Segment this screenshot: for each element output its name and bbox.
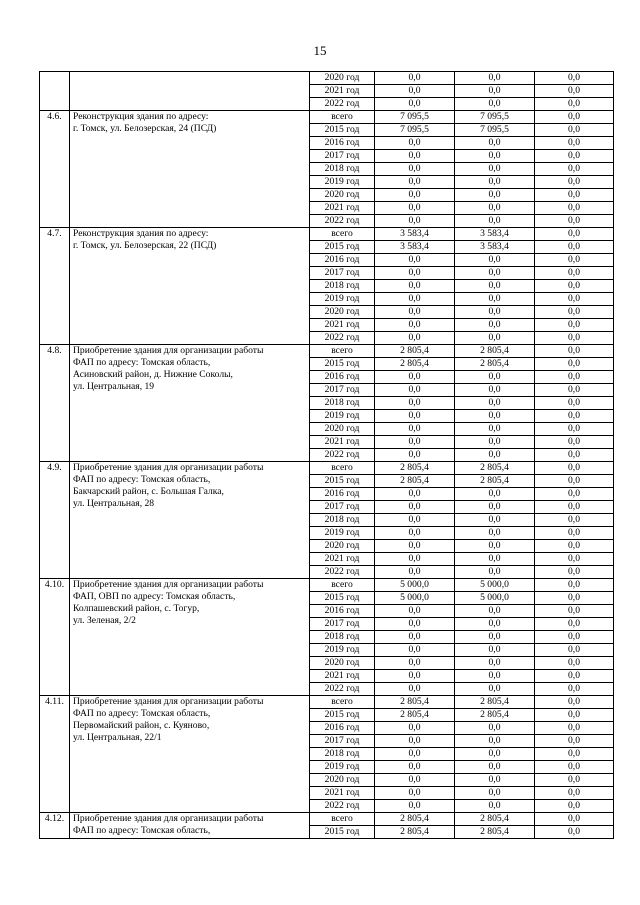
total-value-cell: 3 583,4	[375, 241, 455, 254]
other-value-cell: 0,0	[535, 293, 614, 306]
total-value-cell: 5 000,0	[375, 592, 455, 605]
budget-value-cell: 2 805,4	[455, 813, 535, 826]
total-value-cell: 5 000,0	[375, 579, 455, 592]
year-cell: 2021 год	[310, 202, 375, 215]
other-value-cell: 0,0	[535, 267, 614, 280]
total-value-cell: 0,0	[375, 501, 455, 514]
page-number: 15	[313, 43, 327, 58]
table-row	[40, 345, 614, 358]
other-value-cell: 0,0	[535, 215, 614, 228]
year-cell: 2015 год	[310, 124, 375, 137]
description-line: Бакчарский район, с. Большая Галка,	[73, 486, 224, 497]
other-value-cell: 0,0	[535, 670, 614, 683]
budget-value-cell: 0,0	[455, 410, 535, 423]
item-description-cell	[70, 228, 310, 345]
total-value-cell: 0,0	[375, 605, 455, 618]
year-cell: 2017 год	[310, 618, 375, 631]
description-line: ул. Центральная, 22/1	[73, 732, 162, 743]
other-value-cell: 0,0	[535, 228, 614, 241]
year-cell: 2021 год	[310, 787, 375, 800]
year-cell: 2018 год	[310, 514, 375, 527]
budget-value-cell: 0,0	[455, 722, 535, 735]
item-description-cell	[70, 696, 310, 813]
other-value-cell: 0,0	[535, 280, 614, 293]
budget-value-cell: 2 805,4	[455, 826, 535, 839]
year-cell: 2017 год	[310, 150, 375, 163]
total-value-cell: 0,0	[375, 670, 455, 683]
total-value-cell: 0,0	[375, 527, 455, 540]
description-line: ФАП по адресу: Томская область,	[73, 825, 211, 836]
year-cell: 2022 год	[310, 566, 375, 579]
other-value-cell: 0,0	[535, 618, 614, 631]
other-value-cell: 0,0	[535, 436, 614, 449]
year-cell: 2020 год	[310, 189, 375, 202]
item-number-cell: 4.10.	[40, 579, 70, 696]
other-value-cell: 0,0	[535, 345, 614, 358]
budget-value-cell: 0,0	[455, 397, 535, 410]
other-value-cell: 0,0	[535, 722, 614, 735]
year-cell: 2016 год	[310, 371, 375, 384]
total-value-cell: 0,0	[375, 436, 455, 449]
other-value-cell: 0,0	[535, 813, 614, 826]
budget-value-cell: 0,0	[455, 319, 535, 332]
item-description-cell	[70, 111, 310, 228]
year-cell: 2019 год	[310, 644, 375, 657]
year-cell: 2017 год	[310, 735, 375, 748]
other-value-cell: 0,0	[535, 423, 614, 436]
budget-value-cell: 0,0	[455, 280, 535, 293]
other-value-cell: 0,0	[535, 566, 614, 579]
total-value-cell: 0,0	[375, 748, 455, 761]
year-cell: 2022 год	[310, 683, 375, 696]
total-value-cell: 0,0	[375, 761, 455, 774]
other-value-cell: 0,0	[535, 254, 614, 267]
other-value-cell: 0,0	[535, 449, 614, 462]
budget-value-cell: 0,0	[455, 553, 535, 566]
year-cell: 2022 год	[310, 800, 375, 813]
total-value-cell: 0,0	[375, 423, 455, 436]
total-value-cell: 2 805,4	[375, 696, 455, 709]
year-cell: всего	[310, 111, 375, 124]
total-value-cell: 0,0	[375, 98, 455, 111]
year-cell: 2015 год	[310, 475, 375, 488]
total-value-cell: 0,0	[375, 644, 455, 657]
budget-value-cell: 0,0	[455, 85, 535, 98]
table-row	[40, 72, 614, 85]
other-value-cell: 0,0	[535, 644, 614, 657]
other-value-cell: 0,0	[535, 163, 614, 176]
total-value-cell: 0,0	[375, 163, 455, 176]
other-value-cell: 0,0	[535, 137, 614, 150]
description-line: ФАП по адресу: Томская область,	[73, 474, 211, 485]
total-value-cell: 0,0	[375, 553, 455, 566]
table-row	[40, 579, 614, 592]
other-value-cell: 0,0	[535, 514, 614, 527]
table-row	[40, 111, 614, 124]
budget-value-cell: 0,0	[455, 449, 535, 462]
total-value-cell: 0,0	[375, 722, 455, 735]
budget-value-cell: 3 583,4	[455, 241, 535, 254]
budget-value-cell: 0,0	[455, 254, 535, 267]
total-value-cell: 0,0	[375, 657, 455, 670]
total-value-cell: 0,0	[375, 254, 455, 267]
year-cell: 2020 год	[310, 774, 375, 787]
year-cell: всего	[310, 579, 375, 592]
budget-value-cell: 0,0	[455, 748, 535, 761]
year-cell: 2022 год	[310, 215, 375, 228]
budget-value-cell: 0,0	[455, 683, 535, 696]
total-value-cell: 0,0	[375, 332, 455, 345]
budget-value-cell: 0,0	[455, 267, 535, 280]
other-value-cell: 0,0	[535, 683, 614, 696]
budget-value-cell: 0,0	[455, 371, 535, 384]
budget-value-cell: 0,0	[455, 488, 535, 501]
item-description-cell	[70, 345, 310, 462]
total-value-cell: 0,0	[375, 319, 455, 332]
total-value-cell: 0,0	[375, 215, 455, 228]
budget-value-cell: 3 583,4	[455, 228, 535, 241]
other-value-cell: 0,0	[535, 72, 614, 85]
other-value-cell: 0,0	[535, 397, 614, 410]
budget-value-cell: 0,0	[455, 670, 535, 683]
other-value-cell: 0,0	[535, 709, 614, 722]
other-value-cell: 0,0	[535, 540, 614, 553]
other-value-cell: 0,0	[535, 241, 614, 254]
year-cell: 2019 год	[310, 761, 375, 774]
year-cell: 2015 год	[310, 709, 375, 722]
year-cell: 2015 год	[310, 241, 375, 254]
item-number-cell: 4.12.	[40, 813, 70, 839]
description-line: ФАП, ОВП по адресу: Томская область,	[73, 591, 236, 602]
description-line: Реконструкция здания по адресу:	[73, 111, 209, 122]
other-value-cell: 0,0	[535, 475, 614, 488]
other-value-cell: 0,0	[535, 85, 614, 98]
other-value-cell: 0,0	[535, 98, 614, 111]
total-value-cell: 0,0	[375, 683, 455, 696]
total-value-cell: 0,0	[375, 176, 455, 189]
table-row	[40, 696, 614, 709]
description-line: ФАП по адресу: Томская область,	[73, 708, 211, 719]
year-cell: 2017 год	[310, 267, 375, 280]
total-value-cell: 0,0	[375, 618, 455, 631]
total-value-cell: 0,0	[375, 150, 455, 163]
total-value-cell: 2 805,4	[375, 475, 455, 488]
year-cell: 2019 год	[310, 410, 375, 423]
year-cell: 2020 год	[310, 540, 375, 553]
budget-value-cell: 2 805,4	[455, 462, 535, 475]
other-value-cell: 0,0	[535, 306, 614, 319]
budget-value-cell: 2 805,4	[455, 345, 535, 358]
description-line: ФАП по адресу: Томская область,	[73, 357, 211, 368]
year-cell: 2020 год	[310, 306, 375, 319]
total-value-cell: 0,0	[375, 306, 455, 319]
budget-value-cell: 0,0	[455, 306, 535, 319]
other-value-cell: 0,0	[535, 787, 614, 800]
total-value-cell: 0,0	[375, 371, 455, 384]
year-cell: 2018 год	[310, 748, 375, 761]
year-cell: 2015 год	[310, 358, 375, 371]
budget-value-cell: 0,0	[455, 332, 535, 345]
total-value-cell: 0,0	[375, 397, 455, 410]
other-value-cell: 0,0	[535, 150, 614, 163]
item-description-cell	[70, 579, 310, 696]
total-value-cell: 0,0	[375, 514, 455, 527]
total-value-cell: 0,0	[375, 488, 455, 501]
total-value-cell: 0,0	[375, 137, 455, 150]
budget-value-cell: 0,0	[455, 293, 535, 306]
year-cell: 2016 год	[310, 254, 375, 267]
budget-value-cell: 0,0	[455, 761, 535, 774]
budget-value-cell: 0,0	[455, 501, 535, 514]
year-cell: всего	[310, 813, 375, 826]
description-line: ул. Зеленая, 2/2	[73, 615, 136, 626]
total-value-cell: 2 805,4	[375, 813, 455, 826]
total-value-cell: 0,0	[375, 293, 455, 306]
item-number-cell: 4.6.	[40, 111, 70, 228]
description-line: Колпашевский район, с. Тогур,	[73, 603, 200, 614]
description-line: ул. Центральная, 19	[73, 381, 155, 392]
year-cell: 2019 год	[310, 527, 375, 540]
total-value-cell: 2 805,4	[375, 462, 455, 475]
other-value-cell: 0,0	[535, 189, 614, 202]
description-line: Асиновский район, д. Нижние Соколы,	[73, 369, 233, 380]
other-value-cell: 0,0	[535, 371, 614, 384]
other-value-cell: 0,0	[535, 657, 614, 670]
total-value-cell: 0,0	[375, 280, 455, 293]
item-description-cell	[70, 72, 310, 111]
budget-value-cell: 5 000,0	[455, 579, 535, 592]
other-value-cell: 0,0	[535, 748, 614, 761]
total-value-cell: 3 583,4	[375, 228, 455, 241]
other-value-cell: 0,0	[535, 826, 614, 839]
year-cell: 2016 год	[310, 488, 375, 501]
description-line: ул. Центральная, 28	[73, 498, 155, 509]
total-value-cell: 0,0	[375, 202, 455, 215]
item-description-cell	[70, 813, 310, 839]
year-cell: всего	[310, 228, 375, 241]
item-number-cell: 4.8.	[40, 345, 70, 462]
budget-value-cell: 0,0	[455, 514, 535, 527]
other-value-cell: 0,0	[535, 124, 614, 137]
budget-value-cell: 2 805,4	[455, 475, 535, 488]
total-value-cell: 0,0	[375, 189, 455, 202]
other-value-cell: 0,0	[535, 631, 614, 644]
other-value-cell: 0,0	[535, 527, 614, 540]
total-value-cell: 0,0	[375, 449, 455, 462]
budget-value-cell: 0,0	[455, 163, 535, 176]
budget-value-cell: 2 805,4	[455, 709, 535, 722]
year-cell: 2016 год	[310, 137, 375, 150]
total-value-cell: 2 805,4	[375, 358, 455, 371]
budget-value-cell: 0,0	[455, 540, 535, 553]
description-line: Первомайский район, с. Куяново,	[73, 720, 210, 731]
budget-value-cell: 7 095,5	[455, 124, 535, 137]
other-value-cell: 0,0	[535, 462, 614, 475]
other-value-cell: 0,0	[535, 553, 614, 566]
budget-value-cell: 0,0	[455, 202, 535, 215]
description-line: Реконструкция здания по адресу:	[73, 228, 209, 239]
other-value-cell: 0,0	[535, 111, 614, 124]
budget-value-cell: 0,0	[455, 527, 535, 540]
year-cell: 2018 год	[310, 163, 375, 176]
year-cell: 2016 год	[310, 605, 375, 618]
item-number-cell: 4.7.	[40, 228, 70, 345]
budget-value-cell: 2 805,4	[455, 358, 535, 371]
table-row	[40, 228, 614, 241]
description-line: Приобретение здания для организации работы	[73, 813, 264, 824]
year-cell: 2021 год	[310, 436, 375, 449]
total-value-cell: 0,0	[375, 787, 455, 800]
total-value-cell: 0,0	[375, 774, 455, 787]
year-cell: 2021 год	[310, 85, 375, 98]
other-value-cell: 0,0	[535, 488, 614, 501]
total-value-cell: 0,0	[375, 735, 455, 748]
total-value-cell: 7 095,5	[375, 124, 455, 137]
budget-value-cell: 0,0	[455, 137, 535, 150]
total-value-cell: 0,0	[375, 72, 455, 85]
budget-value-cell: 0,0	[455, 384, 535, 397]
year-cell: 2020 год	[310, 423, 375, 436]
other-value-cell: 0,0	[535, 384, 614, 397]
year-cell: 2016 год	[310, 722, 375, 735]
budget-value-cell: 0,0	[455, 735, 535, 748]
year-cell: 2019 год	[310, 293, 375, 306]
budget-value-cell: 0,0	[455, 189, 535, 202]
year-cell: 2018 год	[310, 280, 375, 293]
budget-value-cell: 0,0	[455, 657, 535, 670]
budget-value-cell: 0,0	[455, 631, 535, 644]
budget-value-cell: 0,0	[455, 566, 535, 579]
year-cell: 2017 год	[310, 501, 375, 514]
budget-value-cell: 5 000,0	[455, 592, 535, 605]
budget-value-cell: 0,0	[455, 605, 535, 618]
description-line: г. Томск, ул. Белозерская, 24 (ПСД)	[73, 123, 217, 134]
total-value-cell: 2 805,4	[375, 826, 455, 839]
other-value-cell: 0,0	[535, 579, 614, 592]
budget-value-cell: 0,0	[455, 774, 535, 787]
other-value-cell: 0,0	[535, 696, 614, 709]
year-cell: 2022 год	[310, 98, 375, 111]
year-cell: 2015 год	[310, 592, 375, 605]
year-cell: 2018 год	[310, 397, 375, 410]
item-description-cell	[70, 462, 310, 579]
budget-value-cell: 0,0	[455, 98, 535, 111]
year-cell: 2021 год	[310, 553, 375, 566]
budget-value-cell: 0,0	[455, 800, 535, 813]
budget-value-cell: 7 095,5	[455, 111, 535, 124]
other-value-cell: 0,0	[535, 761, 614, 774]
budget-value-cell: 0,0	[455, 150, 535, 163]
other-value-cell: 0,0	[535, 319, 614, 332]
budget-value-cell: 0,0	[455, 436, 535, 449]
year-cell: 2019 год	[310, 176, 375, 189]
description-line: Приобретение здания для организации работы	[73, 579, 264, 590]
other-value-cell: 0,0	[535, 735, 614, 748]
year-cell: 2018 год	[310, 631, 375, 644]
total-value-cell: 0,0	[375, 631, 455, 644]
other-value-cell: 0,0	[535, 501, 614, 514]
year-cell: 2017 год	[310, 384, 375, 397]
budget-value-cell: 0,0	[455, 215, 535, 228]
budget-value-cell: 0,0	[455, 423, 535, 436]
description-line: Приобретение здания для организации работы	[73, 462, 264, 473]
total-value-cell: 0,0	[375, 384, 455, 397]
total-value-cell: 0,0	[375, 85, 455, 98]
table-row	[40, 813, 614, 826]
description-line: г. Томск, ул. Белозерская, 22 (ПСД)	[73, 240, 217, 251]
total-value-cell: 0,0	[375, 267, 455, 280]
budget-value-cell: 0,0	[455, 72, 535, 85]
total-value-cell: 0,0	[375, 410, 455, 423]
item-number-cell: 4.11.	[40, 696, 70, 813]
total-value-cell: 0,0	[375, 540, 455, 553]
total-value-cell: 7 095,5	[375, 111, 455, 124]
year-cell: 2022 год	[310, 449, 375, 462]
total-value-cell: 2 805,4	[375, 345, 455, 358]
year-cell: всего	[310, 462, 375, 475]
year-cell: 2020 год	[310, 72, 375, 85]
other-value-cell: 0,0	[535, 605, 614, 618]
table-body	[40, 72, 614, 839]
other-value-cell: 0,0	[535, 176, 614, 189]
year-cell: 2020 год	[310, 657, 375, 670]
year-cell: всего	[310, 345, 375, 358]
other-value-cell: 0,0	[535, 592, 614, 605]
budget-value-cell: 0,0	[455, 787, 535, 800]
other-value-cell: 0,0	[535, 800, 614, 813]
other-value-cell: 0,0	[535, 202, 614, 215]
description-line: Приобретение здания для организации работы	[73, 345, 264, 356]
budget-value-cell: 2 805,4	[455, 696, 535, 709]
year-cell: 2015 год	[310, 826, 375, 839]
other-value-cell: 0,0	[535, 332, 614, 345]
budget-value-cell: 0,0	[455, 176, 535, 189]
total-value-cell: 0,0	[375, 800, 455, 813]
other-value-cell: 0,0	[535, 774, 614, 787]
total-value-cell: 0,0	[375, 566, 455, 579]
item-number-cell	[40, 72, 70, 111]
year-cell: 2022 год	[310, 332, 375, 345]
budget-value-cell: 0,0	[455, 644, 535, 657]
other-value-cell: 0,0	[535, 410, 614, 423]
description-line: Приобретение здания для организации работы	[73, 696, 264, 707]
budget-value-cell: 0,0	[455, 618, 535, 631]
table-row	[40, 462, 614, 475]
other-value-cell: 0,0	[535, 358, 614, 371]
total-value-cell: 2 805,4	[375, 709, 455, 722]
year-cell: 2021 год	[310, 670, 375, 683]
year-cell: всего	[310, 696, 375, 709]
item-number-cell: 4.9.	[40, 462, 70, 579]
program-table	[39, 71, 614, 839]
year-cell: 2021 год	[310, 319, 375, 332]
